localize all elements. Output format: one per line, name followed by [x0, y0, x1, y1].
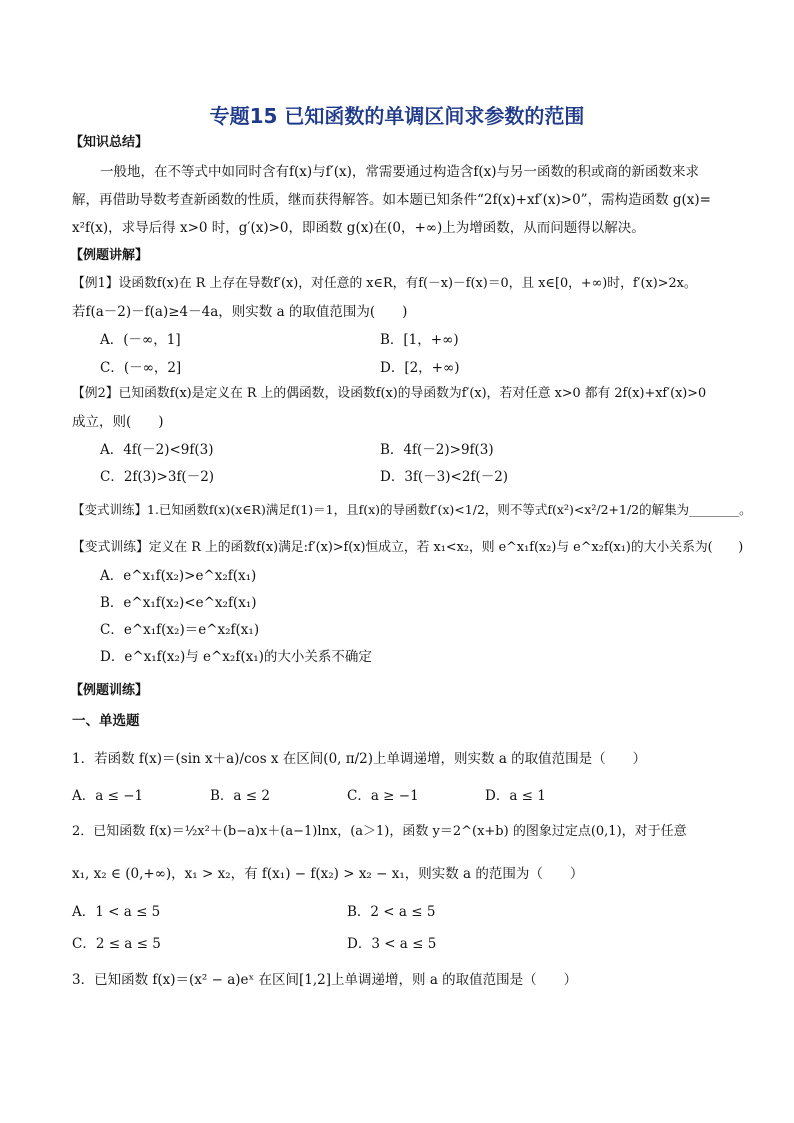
example-2-option-d: D．3f(－3)<2f(－2) [380, 469, 509, 485]
variant-2-option-d: D．e^x₁f(x₂)与 e^x₂f(x₁)的大小关系不确定 [100, 649, 372, 665]
question-2-line-2: x₁, x₂ ∈ (0,+∞)，x₁ > x₂，有 f(x₁) − f(x₂) > x₂ − x₁，则实数 a 的范围为（ ） [72, 866, 584, 882]
example-2-option-c: C．2f(3)>3f(－2) [100, 469, 215, 485]
example-2-line-1: 【例2】已知函数f(x)是定义在 R 上的偶函数，设函数f(x)的导函数为f′(x)，若对任意 x>0 都有 2f(x)+xf′(x)>0 [72, 386, 707, 401]
variant-2-text: 【变式训练】定义在 R 上的函数f(x)满足:f′(x)>f(x)恒成立，若 x₁<x₂，则 e^x₁f(x₂)与 e^x₂f(x₁)的大小关系为( ) [72, 540, 744, 555]
knowledge-line-2: 解，再借助导数考查新函数的性质，继而获得解答。如本题已知条件“2f(x)+xf′(x)>0”，需构造函数 g(x)= [72, 192, 711, 208]
example-1-option-d: D．[2，+∞) [380, 360, 460, 376]
page-title: 专题15 已知函数的单调区间求参数的范围 [209, 104, 585, 128]
example-2-line-2: 成立，则( ) [72, 414, 164, 430]
examples-header: 【例题讲解】 [70, 248, 149, 263]
question-2-option-c: C．2 ≤ a ≤ 5 [72, 936, 161, 952]
knowledge-header: 【知识总结】 [70, 135, 149, 150]
knowledge-line-3: x²f(x)，求导后得 x>0 时，g′(x)>0，即函数 g(x)在(0，+∞)上为增函数，从而问题得以解决。 [72, 220, 645, 236]
variant-2-option-c: C．e^x₁f(x₂)＝e^x₂f(x₁) [100, 622, 260, 638]
practice-header: 【例题训练】 [70, 683, 149, 698]
question-2-option-a: A．1 < a ≤ 5 [72, 904, 161, 920]
question-2-line-1: 2．已知函数 f(x)＝½x²＋(b−a)x＋(a−1)lnx，(a＞1)，函数 y＝2^(x+b) 的图象过定点(0,1)，对于任意 [72, 824, 687, 839]
question-3-text: 3．已知函数 f(x)＝(x² − a)eˣ 在区间[1,2]上单调递增，则 a 的取值范围是（ ） [72, 972, 578, 988]
question-1-option-a: A．a ≤ −1 [72, 788, 144, 804]
variant-2-option-a: A．e^x₁f(x₂)>e^x₂f(x₁) [100, 568, 257, 584]
example-1-option-b: B．[1，+∞) [380, 332, 459, 348]
question-2-option-d: D．3 < a ≤ 5 [347, 936, 437, 952]
single-choice-header: 一、单选题 [72, 713, 140, 729]
example-1-option-c: C．(－∞，2] [100, 360, 182, 376]
example-1-line-2: 若f(a－2)－f(a)≥4－4a，则实数 a 的取值范围为( ) [72, 304, 408, 320]
example-1-line-1: 【例1】设函数f(x)在 R 上存在导数f′(x)，对任意的 x∈R，有f(－x)－f(x)＝0，且 x∈[0，+∞)时，f′(x)>2x。 [72, 276, 697, 291]
question-2-option-b: B．2 < a ≤ 5 [347, 904, 436, 920]
variant-1-text: 【变式训练】1.已知函数f(x)(x∈R)满足f(1)＝1，且f(x)的导函数f′(x)<1/2，则不等式f(x²)<x²/2+1/2的解集为________。 [72, 502, 752, 517]
example-2-option-b: B．4f(－2)>9f(3) [380, 442, 494, 458]
example-2-option-a: A．4f(－2)<9f(3) [100, 442, 214, 458]
question-1-option-c: C．a ≥ −1 [347, 788, 419, 804]
example-1-option-a: A．(－∞，1] [100, 332, 181, 348]
question-1-option-d: D．a ≤ 1 [485, 788, 546, 804]
question-1-option-b: B．a ≤ 2 [210, 788, 270, 804]
question-1-text: 1．若函数 f(x)＝(sin x＋a)/cos x 在区间(0, π/2)上单调递增，则实数 a 的取值范围是（ ） [72, 751, 647, 767]
variant-2-option-b: B．e^x₁f(x₂)<e^x₂f(x₁) [100, 595, 257, 611]
knowledge-line-1: 一般地，在不等式中如同时含有f(x)与f′(x)，常需要通过构造含f(x)与另一函数的积或商的新函数来求 [100, 164, 699, 180]
